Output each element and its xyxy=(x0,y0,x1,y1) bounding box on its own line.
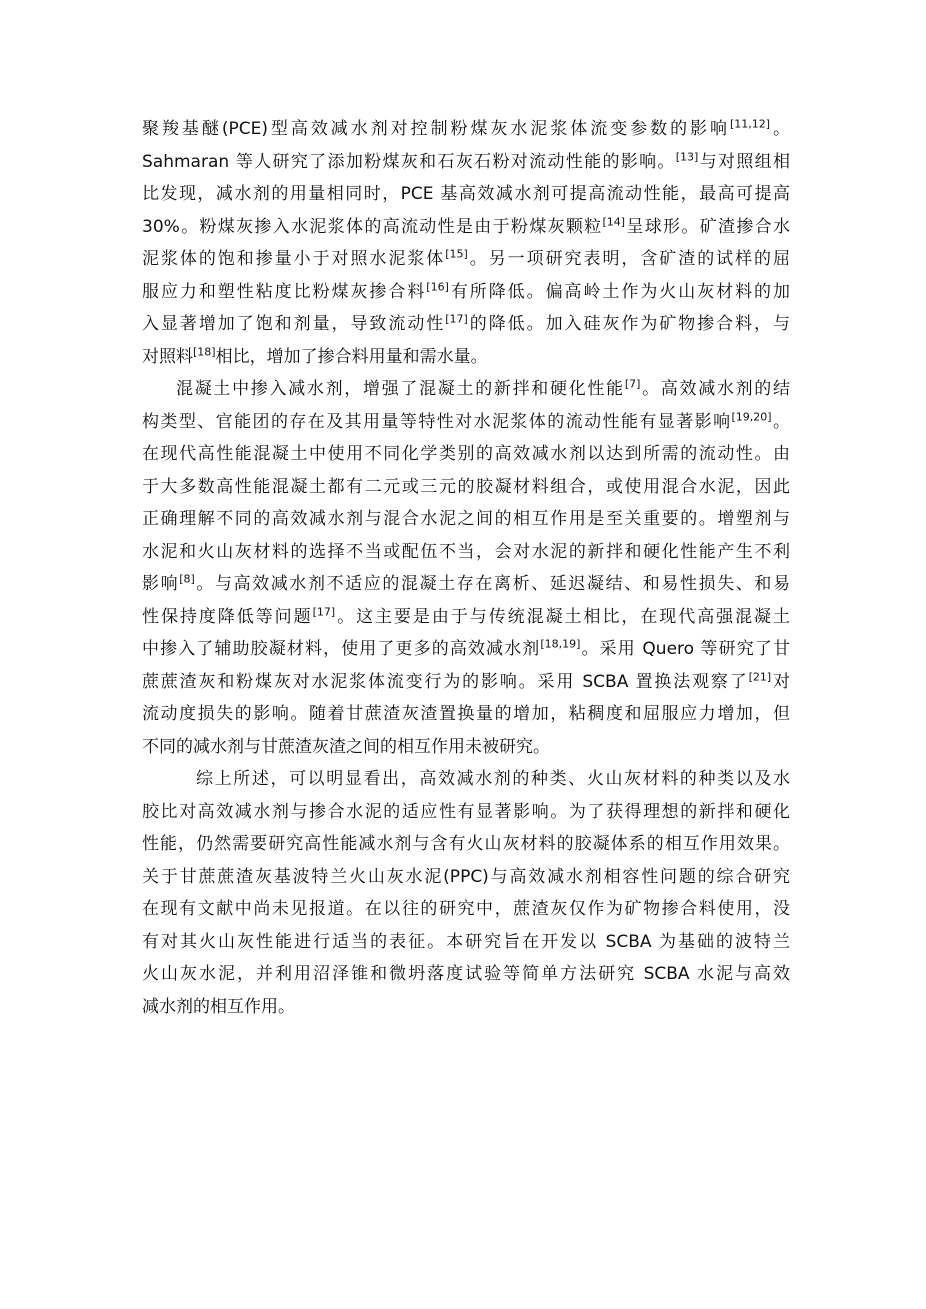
text-line: 服应力和塑性粘度比粉煤灰掺合料[16]有所降低。偏高岭土作为火山灰材料的加 xyxy=(142,279,791,302)
text-line: 胶比对高效减水剂与掺合水泥的适应性有显著影响。为了获得理想的新拌和硬化 xyxy=(142,801,790,822)
citation-marker: [19,20] xyxy=(731,409,772,423)
citation-marker: [15] xyxy=(445,247,468,261)
text-line: 中掺入了辅助胶凝材料，使用了更多的高效减水剂[18,19]。采用 Quero 等研究了甘 xyxy=(142,637,790,659)
text-line: 蔗蔗渣灰和粉煤灰对水泥浆体流变行为的影响。采用 SCBA 置换法观察了[21]对 xyxy=(142,669,791,692)
text-line: 关于甘蔗蔗渣灰基波特兰火山灰水泥(PPC)与高效减水剂相容性问题的综合研究 xyxy=(142,866,790,887)
text-line: 在现代高性能混凝土中使用不同化学类别的高效减水剂以达到所需的流动性。由 xyxy=(142,444,790,464)
text-line: 水泥和火山灰材料的选择不当或配伍不当，会对水泥的新拌和硬化性能产生不利 xyxy=(142,541,790,562)
text-line: 正确理解不同的高效减水剂与混合水泥之间的相互作用是至关重要的。增塑剂与 xyxy=(142,509,790,529)
text-line: 比发现，减水剂的用量相同时，PCE 基高效减水剂可提高流动性能，最高可提高 xyxy=(142,184,790,204)
paragraph-3 xyxy=(142,763,790,1023)
text-line: 综上所述，可以明显看出，高效减水剂的种类、火山灰材料的种类以及水 xyxy=(196,769,790,789)
document-page xyxy=(142,113,790,1023)
text-line: 有对其火山灰性能进行适当的表征。本研究旨在开发以 SCBA 为基础的波特兰 xyxy=(142,931,790,952)
text-line: 流动度损失的影响。随着甘蔗渣灰渣置换量的增加，粘稠度和屈服应力增加，但 xyxy=(142,704,790,724)
text-line: 构类型、官能团的存在及其用量等特性对水泥浆体的流动性能有显著影响[19,20]。 xyxy=(142,409,790,432)
paragraph-1 xyxy=(142,113,790,373)
paragraph-2 xyxy=(142,373,790,763)
citation-marker: [11,12] xyxy=(729,117,771,131)
citation-marker: [17] xyxy=(445,312,468,326)
citation-marker: [7] xyxy=(624,377,641,391)
text-line: 火山灰水泥，并利用沼泽锥和微坍落度试验等简单方法研究 SCBA 水泥与高效 xyxy=(142,964,790,984)
text-line: 性能，仍然需要研究高性能减水剂与含有火山灰材料的胶凝体系的相互作用效果。 xyxy=(142,834,790,854)
text-line: 于大多数高性能混凝土都有二元或三元的胶凝材料组合，或使用混合水泥，因此 xyxy=(142,476,790,497)
citation-marker: [18,19] xyxy=(540,637,581,651)
citation-marker: [18] xyxy=(193,344,216,358)
text-line: 泥浆体的饱和掺量小于对照水泥浆体[15]。另一项研究表明，含矿渣的试样的屈 xyxy=(142,247,791,269)
text-line: Sahmaran 等人研究了添加粉煤灰和石灰石粉对流动性能的影响。[13]与对照组相 xyxy=(142,149,791,172)
text-line: 30%。粉煤灰掺入水泥浆体的高流动性是由于粉煤灰颗粒[14]呈球形。矿渣掺合水 xyxy=(142,214,790,237)
text-line: 对照料[18]相比，增加了掺合料用量和需水量。 xyxy=(142,344,488,367)
text-line: 聚羧基醚(PCE)型高效减水剂对控制粉煤灰水泥浆体流变参数的影响[11,12]。 xyxy=(142,117,790,139)
text-line: 影响[8]。与高效减水剂不适应的混凝土存在离析、延迟凝结、和易性损失、和易 xyxy=(142,572,791,594)
text-line: 性保持度降低等问题[17]。这主要是由于与传统混凝土相比，在现代高强混凝土 xyxy=(142,604,791,627)
citation-marker: [13] xyxy=(675,149,699,163)
text-line: 减水剂的相互作用。 xyxy=(142,996,295,1017)
text-line: 在现有文献中尚未见报道。在以往的研究中，蔗渣灰仅作为矿物掺合料使用，没 xyxy=(142,899,790,919)
citation-marker: [16] xyxy=(426,279,449,293)
text-line: 不同的减水剂与甘蔗渣灰渣之间的相互作用未被研究。 xyxy=(142,736,550,757)
text-line: 混凝土中掺入减水剂，增强了混凝土的新拌和硬化性能[7]。高效减水剂的结 xyxy=(176,377,791,399)
citation-marker: [14] xyxy=(602,214,626,228)
citation-marker: [8] xyxy=(179,572,195,586)
citation-marker: [21] xyxy=(748,669,772,683)
text-line: 入显著增加了饱和剂量，导致流动性[17]的降低。加入硅灰作为矿物掺合料，与 xyxy=(142,312,791,334)
citation-marker: [17] xyxy=(312,604,336,618)
